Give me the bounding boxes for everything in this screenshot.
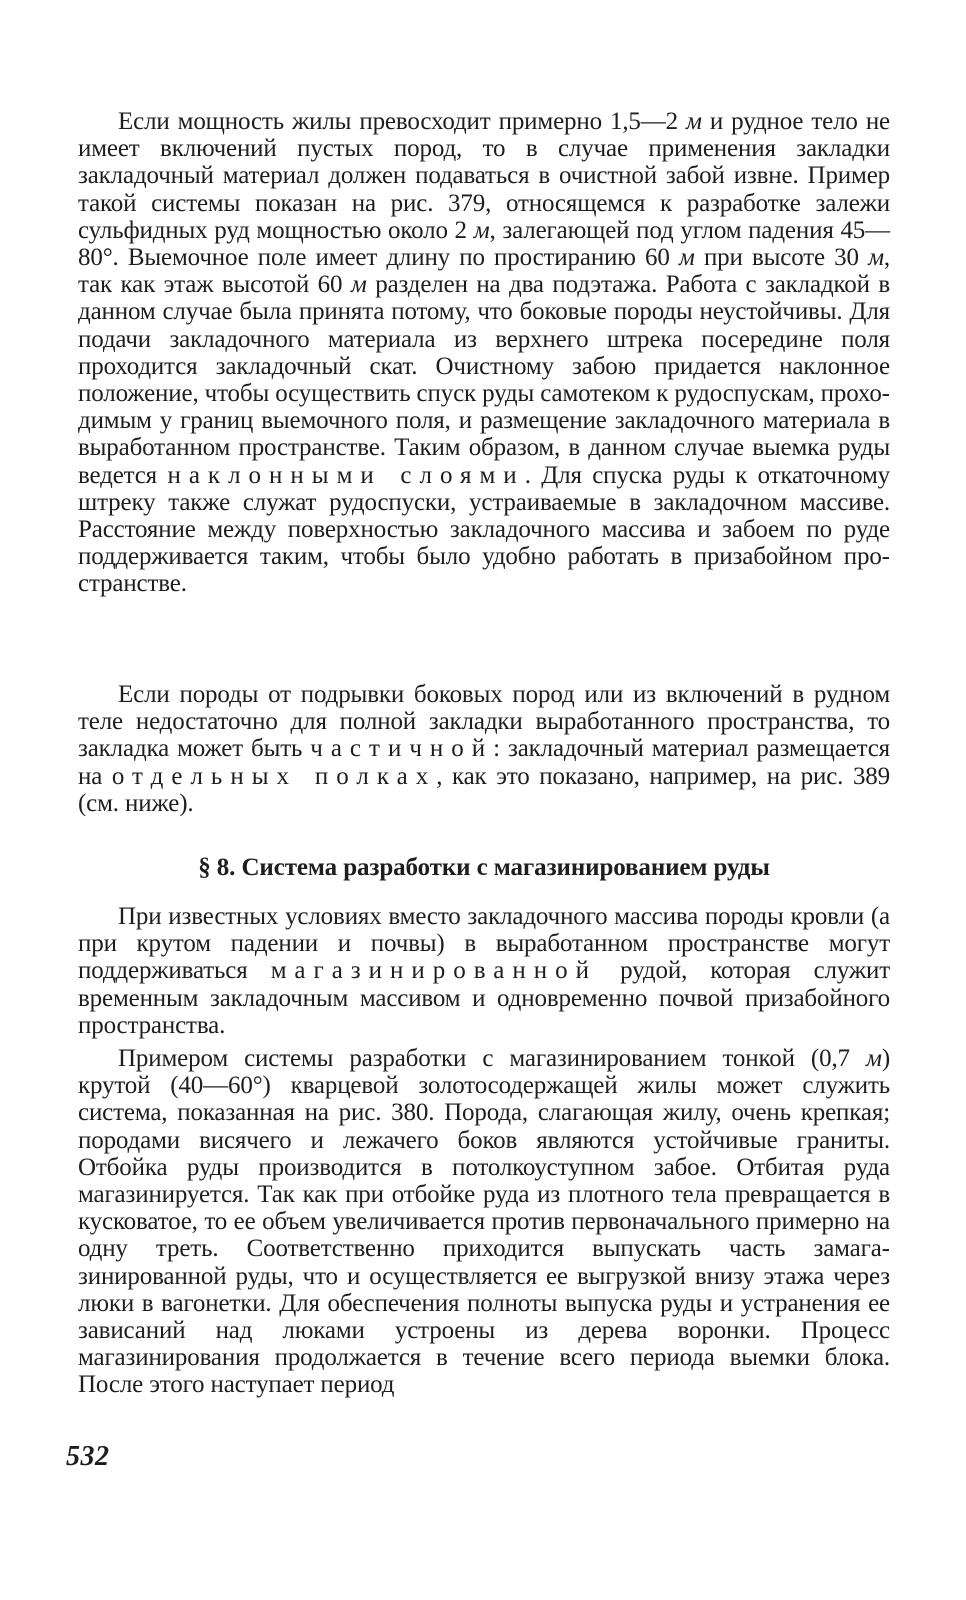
para-1-text-1: Если мощность жилы превосходит примерно 1,5—2 <box>118 108 687 135</box>
para-3-text-2: рудой, которая служит временным закладочным массивом и одновременно почвой призабойного пространства. <box>78 957 890 1039</box>
para-2-text-1: Если породы от подрывки боковых пород или из включений в рудном теле недостаточно для полной закладки выработанного пространства, то закладка может быть <box>78 681 890 763</box>
unit-meters: м <box>678 244 695 272</box>
paragraph-partial-backfill <box>78 681 890 817</box>
unit-meters: м <box>868 244 884 272</box>
paragraph-shrinkage-intro <box>78 903 890 1039</box>
para-1-text-5: , так как этаж высотой 60 <box>78 244 890 299</box>
page-number: 532 <box>66 1441 110 1472</box>
unit-meters: м <box>866 1045 882 1072</box>
emphasis-spaced-text: отдельных полках <box>111 762 437 790</box>
para-1-text-7: . Для спуска руды к откаточному штреку также служат рудоспуски, устраиваемые в закладочном массиве. Расстояние между поверхностью закладочного массива и забоем по руде поддерживается таким, чтобы было удобно работать в призабойном пространстве. <box>78 461 890 598</box>
section-heading: § 8. Система разработки с магазинированием руды <box>198 854 770 881</box>
para-1-text-6: разделен на два подэтажа. Работа с закладкой в данном случае была принята потому, что боковые породы неустойчивы. Для подачи закладочного материала из верхнего штрека посередине поля проходится закладочный скат. Очистному забою придается наклонное положение, чтобы осуществить спуск руды самотеком к рудоспускам, проходимым у границ выемочного поля, и размещение закладочного материала в выработанном пространстве. Таким образом, в данном случае выемка руды ведется <box>78 271 890 489</box>
paragraph-backfill-inclined-slices <box>78 108 890 598</box>
para-2-text-3: , как это показано, например, на рис. 389 (см. ниже). <box>78 762 890 817</box>
unit-meters: м <box>686 108 702 135</box>
para-2-text-2: : закладочный материал размещается на <box>78 735 890 790</box>
para-1-text-2: и рудное тело не имеет включений пустых пород, то в случае применения закладки закладочный материал должен подаваться в очистной забой извне. Пример такой системы показан на рис. 379, относящемся к разработке залежи сульфидных руд мощностью около 2 <box>78 108 890 244</box>
emphasis-spaced-text: магазинированной <box>270 957 598 985</box>
para-1-text-3: , залегающей под углом падения 45—80°. Выемочное поле имеет длину по простиранию 60 <box>78 216 890 272</box>
unit-meters: м <box>473 216 490 244</box>
para-3-text-1: При известных условиях вместо закладочного массива породы кровли (а при крутом падении и почвы) в выработанном пространстве могут поддерживаться <box>78 903 890 985</box>
para-4-text-1: Примером системы разработки с магазинированием тонкой (0,7 <box>118 1045 866 1072</box>
emphasis-spaced-text: наклонными слоями <box>167 461 525 489</box>
para-1-text-4: при высоте 30 <box>694 244 869 272</box>
paragraph-shrinkage-example <box>78 1045 890 1399</box>
unit-meters: м <box>350 271 367 299</box>
emphasis-spaced-text: частичной <box>310 735 494 763</box>
para-4-text-2: ) крутой (40—60°) кварцевой золотосодержащей жилы может служить система, показанная на рис. 380. Порода, слагающая жилу, очень крепкая; породами висячего и лежачего боков являются устойчивые граниты. Отбойка руды производится в потолкоуступном забое. Отбитая руда магазинируется. Так как при отбойке руда из плотного тела превращается в кусковатое, то ее объем увеличивается против первоначального примерно на одну треть. Соответственно приходится выпускать часть замагазинированной руды, что и осуществляется ее выгрузкой внизу этажа через люки в вагонетки. Для обеспечения полноты выпуска руды и устранения ее зависаний над люками устроены из дерева воронки. Процесс магазинирования продолжается в течение всего периода выемки блока. После этого наступает период <box>78 1045 890 1399</box>
